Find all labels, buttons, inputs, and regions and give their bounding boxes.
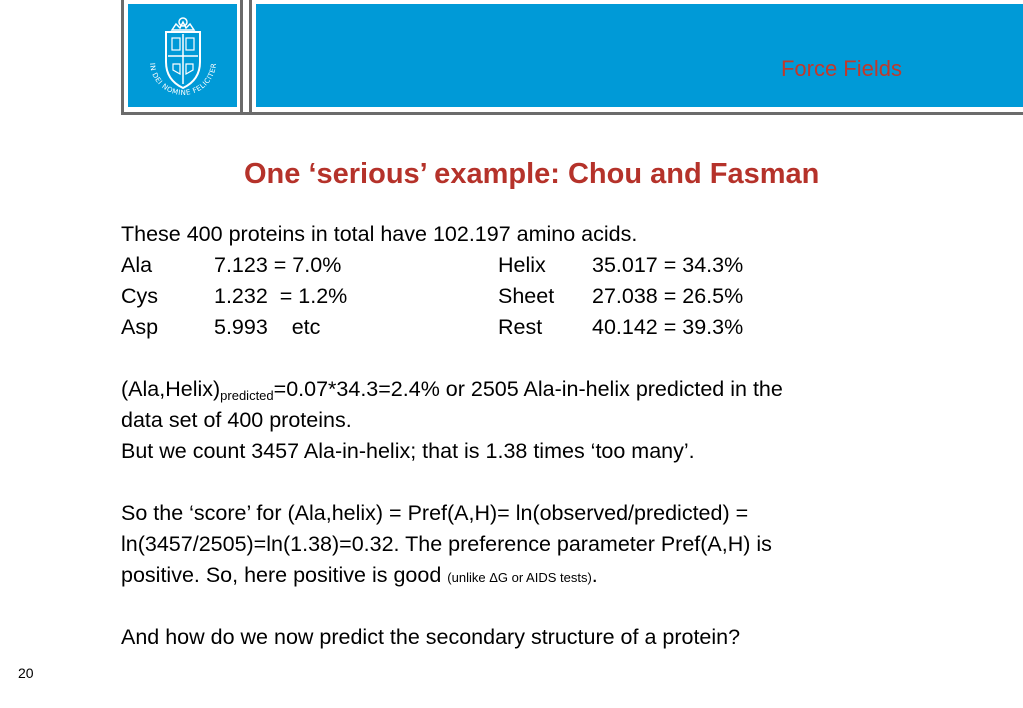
university-logo [128,4,237,107]
structure-value: 27.038 = 26.5% [592,284,744,308]
intro-text: These 400 proteins in total have 102.197 amino acids. [121,222,638,246]
amino-acid-label: Asp [121,315,159,339]
structure-label: Rest [498,315,543,339]
banner-divider [249,0,252,112]
amino-acid-label: Cys [121,284,159,308]
page-number: 20 [18,665,34,681]
amino-acid-value: 5.993 etc [214,315,321,339]
university-seal-icon [128,4,237,107]
structure-value: 35.017 = 34.3% [592,253,744,277]
prediction-subscript: predicted [220,388,274,403]
table-row [121,250,1001,281]
structure-value: 40.142 = 39.3% [592,315,744,339]
slide-body [121,219,1001,653]
prediction-line [121,374,1001,405]
score-text: positive. So, here positive is good [121,563,448,587]
score-line-1: So the ‘score’ for (Ala,helix) = Pref(A,H)= ln(observed/predicted) = [121,501,749,525]
header-rule [121,112,1023,115]
structure-label: Sheet [498,284,555,308]
svg-text:IN DEI NOMINE FELICITER: IN DEI NOMINE FELICITER [148,62,219,98]
score-line-3 [121,560,1001,591]
header-banner [256,4,1023,107]
score-note: (unlike ΔG or AIDS tests) [447,570,592,585]
amino-acid-label: Ala [121,253,153,277]
amino-acid-value: 1.232 = 1.2% [214,284,348,308]
prediction-formula: =0.07*34.3=2.4% or 2505 Ala-in-helix predicted in the [273,377,783,401]
score-line-2: ln(3457/2505)=ln(1.38)=0.32. The preference parameter Pref(A,H) is [121,532,772,556]
question-line: And how do we now predict the secondary structure of a protein? [121,625,741,649]
structure-label: Helix [498,253,546,277]
prediction-line-2: data set of 400 proteins. [121,408,352,432]
section-title: Force Fields [780,56,902,81]
table-row [121,281,1001,312]
table-row [121,312,1001,343]
score-end: . [591,563,598,587]
prediction-prefix: (Ala,Helix) [121,377,221,401]
count-line: But we count 3457 Ala-in-helix; that is 1.38 times ‘too many’. [121,439,695,463]
amino-acid-value: 7.123 = 7.0% [214,253,342,277]
slide-title: One ‘serious’ example: Chou and Fasman [244,158,820,190]
